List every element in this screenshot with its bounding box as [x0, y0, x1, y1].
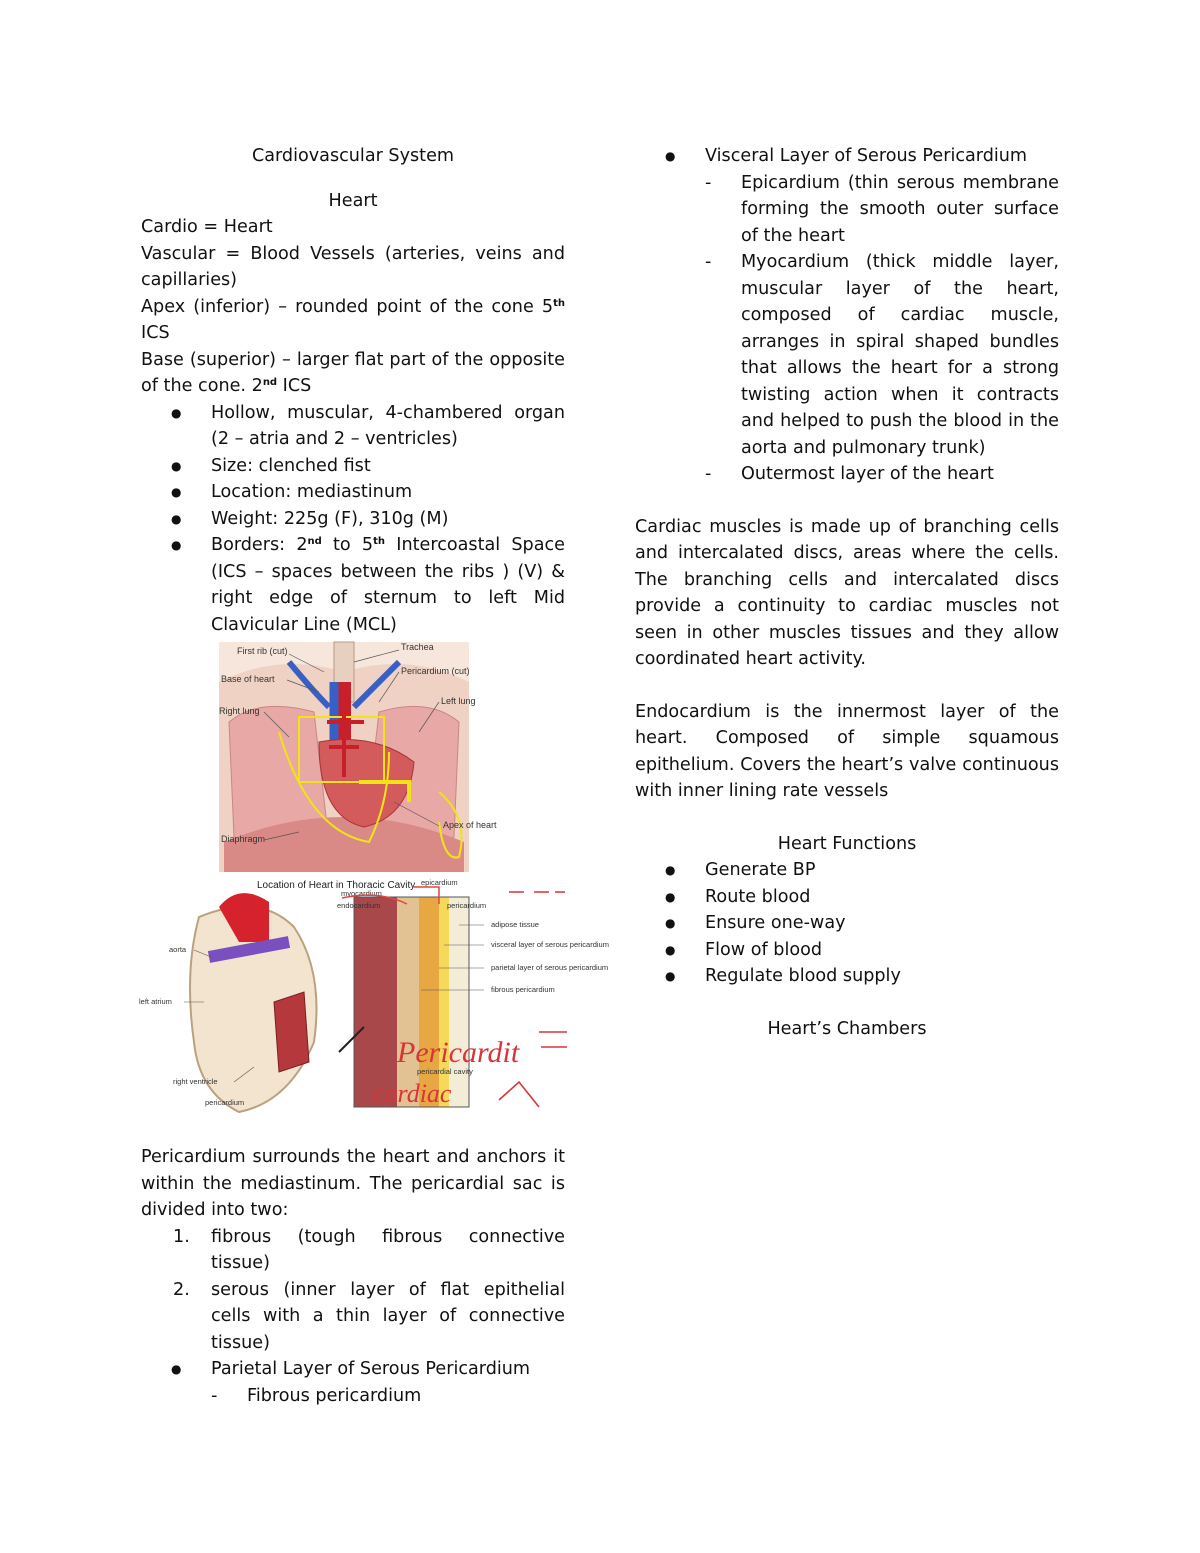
list-item-outermost [635, 461, 1059, 488]
label-right-ventricle: right ventricle [173, 1077, 218, 1086]
line-apex [141, 294, 565, 347]
endocardium-paragraph: Endocardium is the innermost layer of the heart. Composed of simple squamous epithelium. Covers the heart’s valve continuous with inner lining rate vessels [635, 701, 1059, 801]
dash-text: Fibrous pericardium [247, 1385, 422, 1406]
dash-marker: - [705, 172, 712, 193]
list-item-function: ● Route blood [635, 884, 1059, 911]
base-superscript: nd [262, 377, 278, 388]
right-column [635, 143, 1059, 1042]
section-heading-heart: Heart [328, 190, 378, 211]
label-pericardium-top: pericardium [447, 901, 487, 910]
label-cavity: pericardial cavity [417, 1067, 473, 1076]
handwriting-annotation-2: cardiac [373, 1079, 452, 1108]
apex-text: Apex (inferior) – rounded point of the cone 5 [141, 296, 554, 317]
apex-superscript: th [553, 297, 565, 309]
visceral-list [635, 143, 1059, 488]
item-text: serous (inner layer of flat epithelial cells with a thin layer of connective tissue) [211, 1279, 565, 1353]
list-item-function: ● Flow of blood [635, 937, 1059, 964]
list-item-function: ● Regulate blood supply [635, 963, 1059, 990]
pericardium-paragraph: Pericardium surrounds the heart and anchors it within the mediastinum. The pericardial sac is divided into two: [141, 1147, 565, 1220]
apex-ics: ICS [141, 323, 170, 343]
item-number: 2. [173, 1279, 190, 1300]
heart-chambers-heading: Heart’s Chambers [767, 1018, 927, 1039]
dash-text: Myocardium (thick middle layer, muscular layer of the heart, composed of cardiac muscle, arranges in spiral shaped bundles that allows the heart for a strong twisting action when it contracts and helped to push the blood in the aorta and pulmonary trunk) [741, 252, 1059, 458]
list-item-location: ● Location: mediastinum [141, 479, 565, 506]
line-vascular: Vascular = Blood Vessels (arteries, veins and capillaries) [141, 243, 565, 290]
borders-text: Borders: 2 [211, 535, 308, 555]
list-item-organ: ● Hollow, muscular, 4-chambered organ (2 – atria and 2 – ventricles) [141, 400, 565, 453]
dash-text: Outermost layer of the heart [741, 464, 994, 484]
label-trachea: Trachea [401, 642, 434, 652]
dash-text: Epicardium (thin serous membrane forming the smooth outer surface of the heart [741, 172, 1059, 246]
left-column [139, 143, 609, 1409]
label-pericardium-cut: Pericardium (cut) [401, 666, 470, 676]
list-item-borders [141, 532, 565, 638]
line-base [141, 347, 565, 400]
dash-marker: - [705, 464, 712, 484]
label-first-rib: First rib (cut) [237, 646, 288, 656]
label-visceral: visceral layer of serous pericardium [491, 940, 609, 949]
label-endocardium: endocardium [337, 901, 381, 910]
heart-anatomy-figure [139, 642, 609, 1122]
label-aorta: aorta [169, 945, 187, 954]
handwriting-annotation-1: Pericardit [397, 1036, 520, 1069]
base-text: Base (superior) – larger flat part of the opposite of the cone. 2 [141, 349, 565, 396]
list-item-visceral: ● Visceral Layer of Serous Pericardium [635, 143, 1059, 170]
heart-facts-list [141, 400, 565, 639]
item-text: fibrous (tough fibrous connective tissue) [211, 1226, 565, 1273]
label-left-atrium: left atrium [139, 997, 172, 1006]
heart-functions-list [635, 857, 1059, 990]
label-pericardium-lower: pericardium [205, 1098, 245, 1107]
list-item-epicardium [635, 170, 1059, 250]
borders-sup-2: th [373, 536, 386, 547]
base-ics: ICS [277, 376, 312, 396]
list-item-serous [141, 1277, 565, 1357]
dash-marker: - [705, 252, 712, 272]
label-left-lung: Left lung [441, 696, 476, 706]
list-item-size: ● Size: clenched fist [141, 453, 565, 480]
parietal-list [141, 1356, 565, 1409]
label-myocardium: myocardium [341, 889, 382, 898]
item-number: 1. [173, 1226, 190, 1247]
list-item-function: ● Ensure one-way [635, 910, 1059, 937]
list-item-function: ● Generate BP [635, 857, 1059, 884]
label-right-lung: Right lung [219, 706, 260, 716]
borders-text-3: Intercoastal Space (ICS – spaces between the ribs ) (V) & right edge of sternum to left Mid Clavicular Line (MCL) [211, 535, 565, 635]
label-base-of-heart: Base of heart [221, 674, 275, 684]
pericardium-numbered-list [141, 1224, 565, 1357]
label-parietal: parietal layer of serous pericardium [491, 963, 609, 972]
borders-sup-1: nd [307, 536, 322, 547]
cardiac-muscle-paragraph: Cardiac muscles is made up of branching cells and intercalated discs, areas where the cells. The branching cells and intercalated discs provide a continuity to cardiac muscles not seen in other muscles tissues and they allow coordinated heart activity. [635, 516, 1059, 669]
label-diaphragm: Diaphragm [221, 834, 266, 844]
borders-text-2: to 5 [321, 535, 374, 555]
line-cardio: Cardio = Heart [141, 217, 273, 237]
list-item-myocardium [635, 249, 1059, 461]
label-apex-of-heart: Apex of heart [443, 820, 497, 830]
dash-marker: - [211, 1385, 218, 1406]
label-epicardium: epicardium [421, 878, 458, 887]
heart-functions-heading: Heart Functions [777, 833, 917, 854]
list-item-parietal: ● Parietal Layer of Serous Pericardium [141, 1356, 565, 1383]
document-title: Cardiovascular System [251, 146, 455, 166]
label-adipose: adipose tissue [491, 920, 539, 929]
list-item-fibrous-pericardium [141, 1383, 565, 1410]
list-item-fibrous [141, 1224, 565, 1277]
label-fibrous: fibrous pericardium [491, 985, 555, 994]
figure-caption: Location of Heart in Thoracic Cavity [257, 880, 416, 891]
list-item-weight: ● Weight: 225g (F), 310g (M) [141, 506, 565, 533]
